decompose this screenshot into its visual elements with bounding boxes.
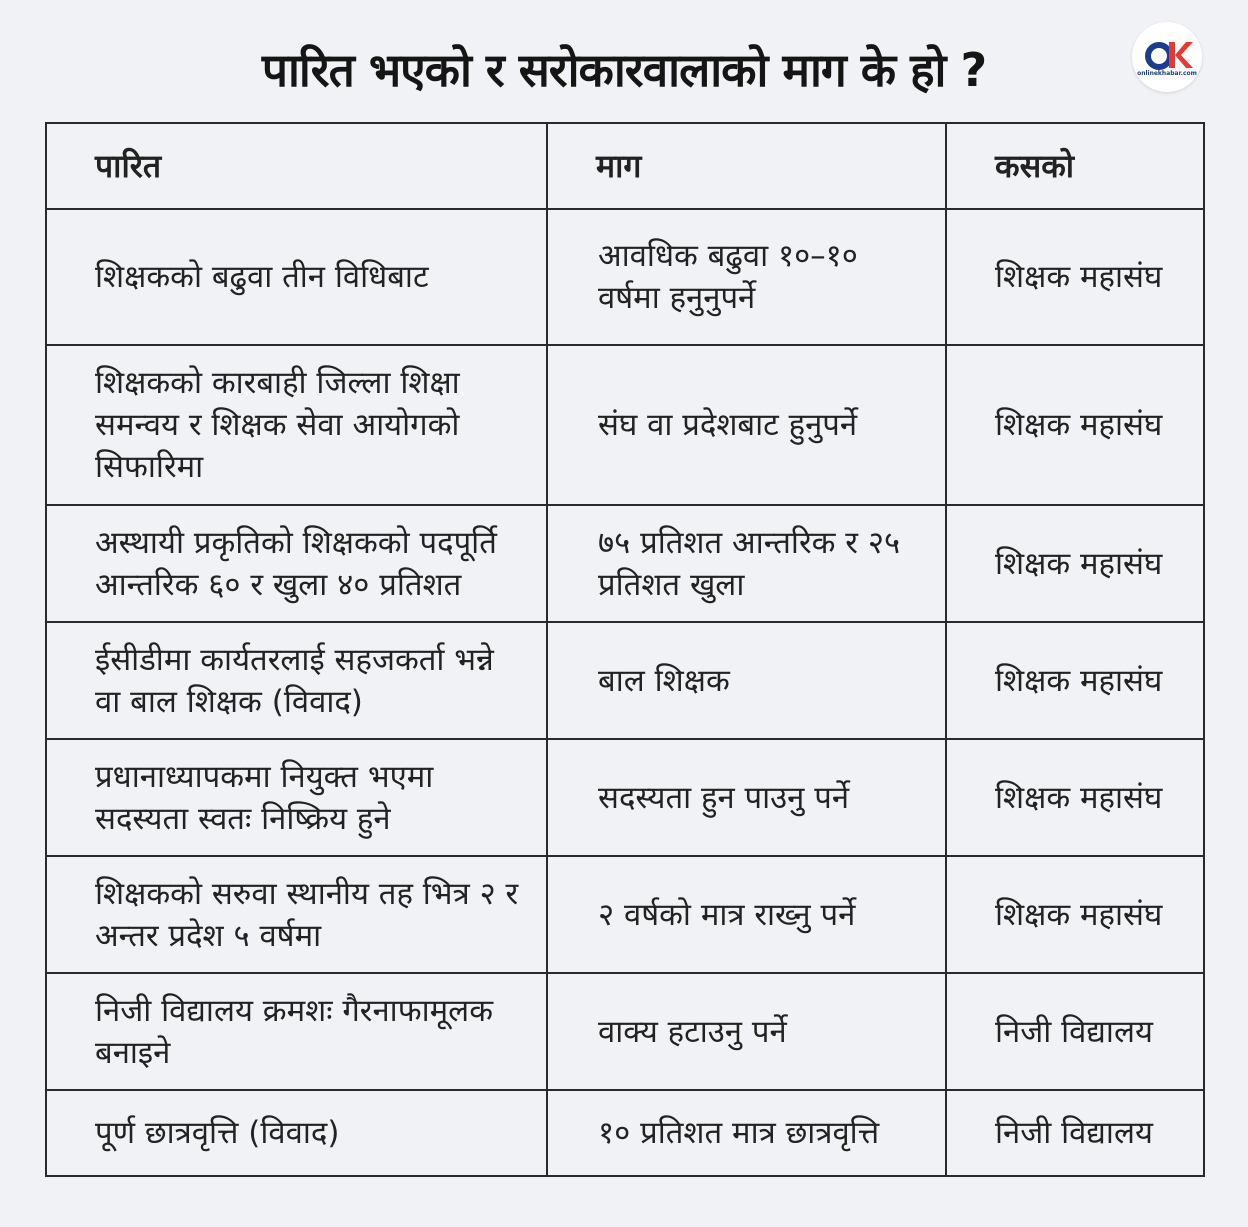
cell-demand: संघ वा प्रदेशबाट हुनुपर्ने: [547, 345, 946, 505]
cell-passed: निजी विद्यालय क्रमशः गैरनाफामूलक बनाइने: [46, 973, 547, 1090]
header-passed: पारित: [46, 123, 547, 209]
cell-passed: शिक्षकको बढुवा तीन विधिबाट: [46, 209, 547, 345]
cell-by: शिक्षक महासंघ: [946, 505, 1204, 622]
cell-passed: अस्थायी प्रकृतिको शिक्षकको पदपूर्ति आन्तरिक ६० र खुला ४० प्रतिशत: [46, 505, 547, 622]
cell-demand: २ वर्षको मात्र राख्नु पर्ने: [547, 856, 946, 973]
cell-passed: प्रधानाध्यापकमा नियुक्त भएमा सदस्यता स्वतः निष्क्रिय हुने: [46, 739, 547, 856]
cell-passed: पूर्ण छात्रवृत्ति (विवाद): [46, 1090, 547, 1176]
cell-demand: सदस्यता हुन पाउनु पर्ने: [547, 739, 946, 856]
table-row: [46, 1090, 1204, 1176]
table-row: [46, 973, 1204, 1090]
cell-demand: वाक्य हटाउनु पर्ने: [547, 973, 946, 1090]
cell-by: शिक्षक महासंघ: [946, 345, 1204, 505]
table-row: [46, 209, 1204, 345]
table-header-row: [46, 123, 1204, 209]
table-row: [46, 345, 1204, 505]
cell-by: शिक्षक महासंघ: [946, 209, 1204, 345]
cell-by: शिक्षक महासंघ: [946, 622, 1204, 739]
demands-table: [45, 122, 1205, 1177]
cell-passed: शिक्षकको सरुवा स्थानीय तह भित्र २ र अन्तर प्रदेश ५ वर्षमा: [46, 856, 547, 973]
cell-by: निजी विद्यालय: [946, 1090, 1204, 1176]
onlinekhabar-logo: [1132, 22, 1202, 92]
cell-by: निजी विद्यालय: [946, 973, 1204, 1090]
cell-by: शिक्षक महासंघ: [946, 856, 1204, 973]
cell-demand: बाल शिक्षक: [547, 622, 946, 739]
logo-wordmark: onlinekhabar.com: [1137, 70, 1197, 77]
ok-logo-icon: [1132, 22, 1202, 92]
cell-demand: आवधिक बढुवा १०–१० वर्षमा हनुनुपर्ने: [547, 209, 946, 345]
cell-demand: ७५ प्रतिशत आन्तरिक र २५ प्रतिशत खुला: [547, 505, 946, 622]
cell-by: शिक्षक महासंघ: [946, 739, 1204, 856]
cell-passed: ईसीडीमा कार्यतरलाई सहजकर्ता भन्ने वा बाल शिक्षक (विवाद): [46, 622, 547, 739]
header-by: कसको: [946, 123, 1204, 209]
page-title: पारित भएको र सरोकारवालाको माग के हो ?: [261, 43, 987, 97]
table-row: [46, 622, 1204, 739]
cell-passed: शिक्षकको कारबाही जिल्ला शिक्षा समन्वय र शिक्षक सेवा आयोगको सिफारिमा: [46, 345, 547, 505]
table-row: [46, 505, 1204, 622]
cell-demand: १० प्रतिशत मात्र छात्रवृत्ति: [547, 1090, 946, 1176]
table-row: [46, 739, 1204, 856]
table-row: [46, 856, 1204, 973]
header-demand: माग: [547, 123, 946, 209]
